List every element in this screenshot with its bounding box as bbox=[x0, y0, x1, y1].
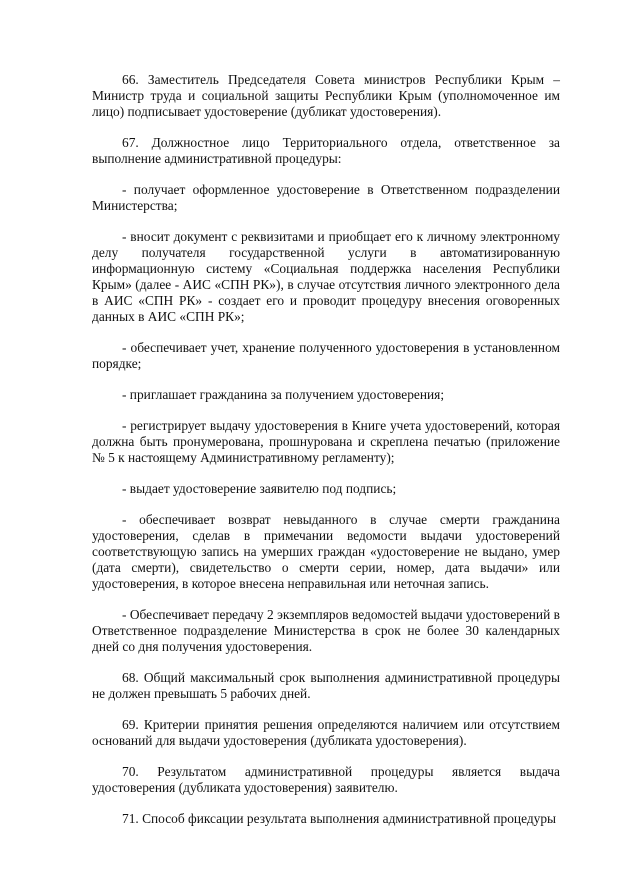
list-item-storage: - обеспечивает учет, хранение полученного удостоверения в установленном порядке; bbox=[92, 340, 560, 371]
paragraph-66: 66. Заместитель Председателя Совета министров Республики Крым – Министр труда и социальной защиты Республики Крым (уполномоченное им лицо) подписывает удостоверение (дубликат удостоверения). bbox=[92, 72, 560, 119]
list-item-receives-certificate: - получает оформленное удостоверение в Ответственном подразделении Министерства; bbox=[92, 182, 560, 213]
paragraph-67: 67. Должностное лицо Территориального отдела, ответственное за выполнение административной процедуры: bbox=[92, 135, 560, 166]
list-item-registers-issuance: - регистрирует выдачу удостоверения в Книге учета удостоверений, которая должна быть пронумерована, прошнурована и скреплена печатью (приложение № 5 к настоящему Административному регламенту); bbox=[92, 418, 560, 465]
document-page bbox=[92, 72, 560, 827]
list-item-enters-document: - вносит документ с реквизитами и приобщает его к личному электронному делу получателя государственной услуги в автоматизированную информационную систему «Социальная поддержка населения Республики Крым» (далее - АИС «СПН РК»), в случае отсутствия личного электронного дела в АИС «СПН РК» - создает его и проводит процедуру внесения оговоренных данных в АИС «СПН РК»; bbox=[92, 229, 560, 324]
paragraph-71: 71. Способ фиксации результата выполнения административной процедуры bbox=[122, 811, 557, 826]
list-item-return-unissued: - обеспечивает возврат невыданного в случае смерти гражданина удостоверения, сделав в примечании ведомости выдачи удостоверений соответствующую запись на умерших граждан «удостоверение не выдано, умер (дата смерти), свидетельство о смерти серии, номер, дата выдачи» или удостоверения, в которое внесена неправильная или неточная запись. bbox=[92, 512, 560, 591]
paragraph-68: 68. Общий максимальный срок выполнения административной процедуры не должен превышать 5 рабочих дней. bbox=[92, 670, 560, 701]
paragraph-69: 69. Критерии принятия решения определяются наличием или отсутствием оснований для выдачи удостоверения (дубликата удостоверения). bbox=[92, 717, 560, 748]
list-item-issues-certificate: - выдает удостоверение заявителю под подпись; bbox=[122, 481, 397, 496]
paragraph-70: 70. Результатом административной процедуры является выдача удостоверения (дубликата удостоверения) заявителю. bbox=[92, 764, 560, 795]
list-item-transfers-statements: - Обеспечивает передачу 2 экземпляров ведомостей выдачи удостоверений в Ответственное подразделение Министерства в срок не более 30 календарных дней со дня получения удостоверения. bbox=[92, 607, 560, 654]
list-item-invites-citizen: - приглашает гражданина за получением удостоверения; bbox=[122, 387, 445, 402]
